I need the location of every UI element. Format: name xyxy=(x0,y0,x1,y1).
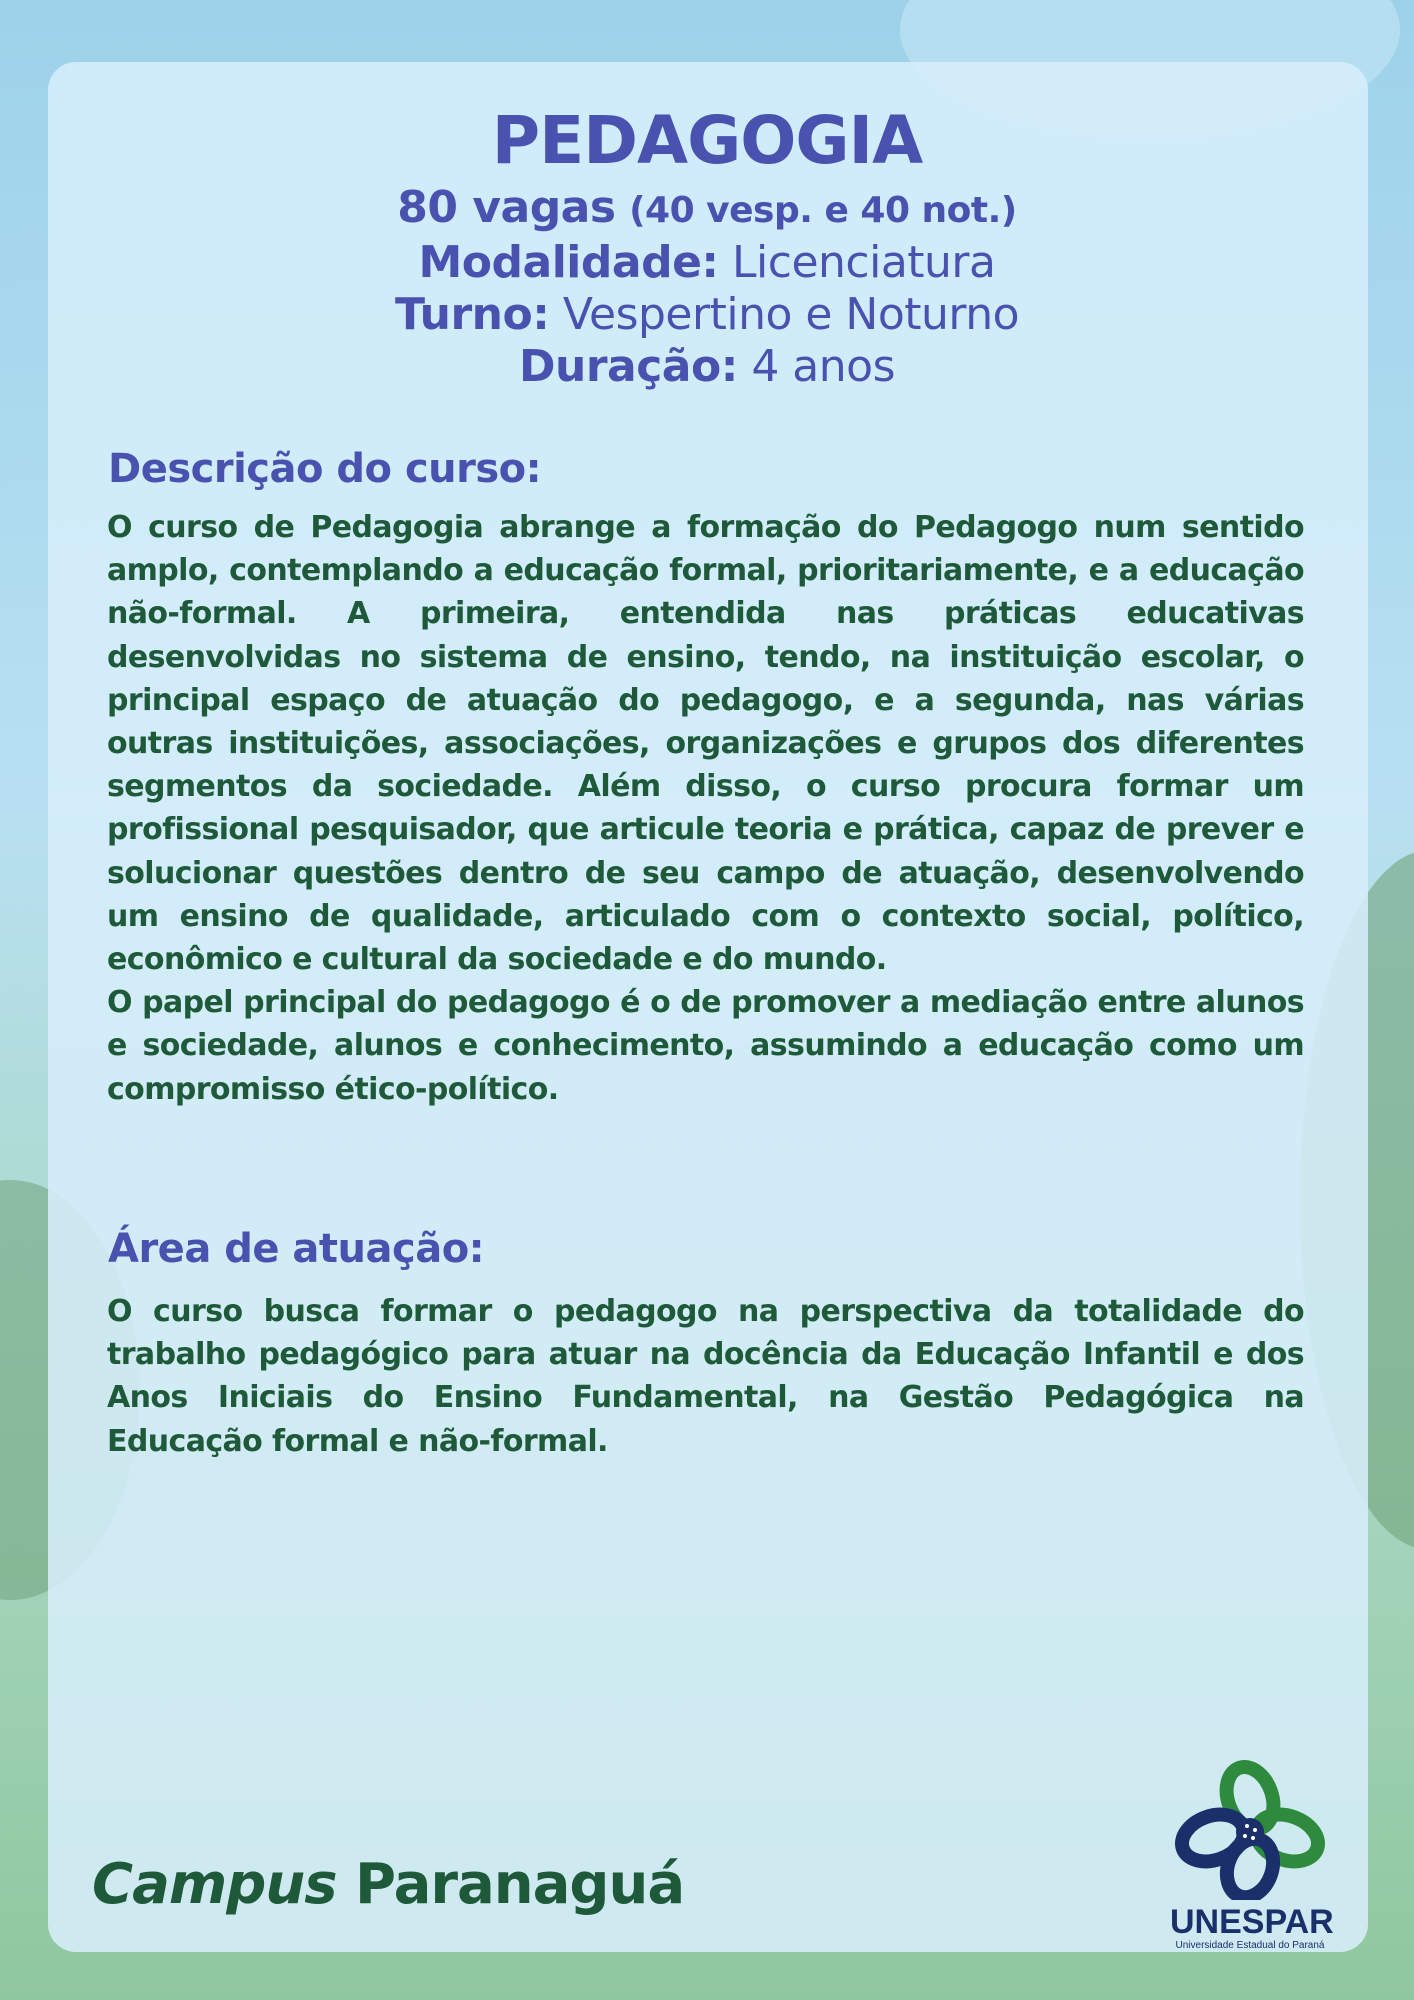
duracao-value: 4 anos xyxy=(751,341,896,392)
modalidade-label: Modalidade: xyxy=(418,237,719,288)
descricao-paragraph-1: O curso de Pedagogia abrange a formação do Pedagogo num sentido amplo, contemplando a educação formal, prioritariamente, e a educação não-formal. A primeira, entendida nas práticas educativas desenvolvidas no sistema de ensino, tendo, na instituição escolar, o principal espaço de atuação do pedagogo, e a segunda, nas várias outras instituições, associações, organizações e grupos dos diferentes segmentos da sociedade. Além disso, o curso procura formar um profissional pesquisador, que articule teoria e prática, capaz de prever e solucionar questões dentro de seu campo de atuação, desenvolvendo um ensino de qualidade, articulado com o contexto social, político, econômico e cultural da sociedade e do mundo. xyxy=(107,510,1304,978)
vagas-detail: (40 vesp. e 40 not.) xyxy=(629,190,1017,231)
campus-city: Paranaguá xyxy=(355,1852,685,1917)
area-body xyxy=(107,1290,1304,1463)
logo-subtitle: Universidade Estadual do Paraná xyxy=(1175,1940,1325,1951)
campus-name xyxy=(92,1852,684,1917)
unespar-logo xyxy=(1170,1760,1334,1951)
course-header xyxy=(0,100,1414,393)
descricao-body xyxy=(107,506,1304,1111)
logo-name: UNESPAR xyxy=(1170,1903,1334,1941)
turno-line xyxy=(0,289,1414,341)
campus-italic: Campus xyxy=(92,1852,337,1917)
area-paragraph: O curso busca formar o pedagogo na perspectiva da totalidade do trabalho pedagógico para atuar na docência da Educação Infantil e dos Anos Iniciais do Ensino Fundamental, na Gestão Pedagógica na Educação formal e não-formal. xyxy=(107,1294,1304,1459)
vagas-count: 80 vagas xyxy=(397,182,616,233)
duracao-line xyxy=(0,341,1414,393)
modalidade-line xyxy=(0,237,1414,289)
modalidade-value: Licenciatura xyxy=(732,237,996,288)
unespar-emblem-icon xyxy=(1175,1760,1325,1900)
descricao-paragraph-2: O papel principal do pedagogo é o de promover a mediação entre alunos e sociedade, alunos e conhecimento, assumindo a educação como um compromisso ético-político. xyxy=(107,985,1304,1107)
turno-value: Vespertino e Noturno xyxy=(562,289,1020,340)
turno-label: Turno: xyxy=(394,289,550,340)
descricao-title: Descrição do curso: xyxy=(108,446,542,492)
vagas-line xyxy=(0,182,1414,237)
duracao-label: Duração: xyxy=(518,341,738,392)
page-title: PEDAGOGIA xyxy=(491,102,923,179)
area-title: Área de atuação: xyxy=(108,1226,485,1272)
